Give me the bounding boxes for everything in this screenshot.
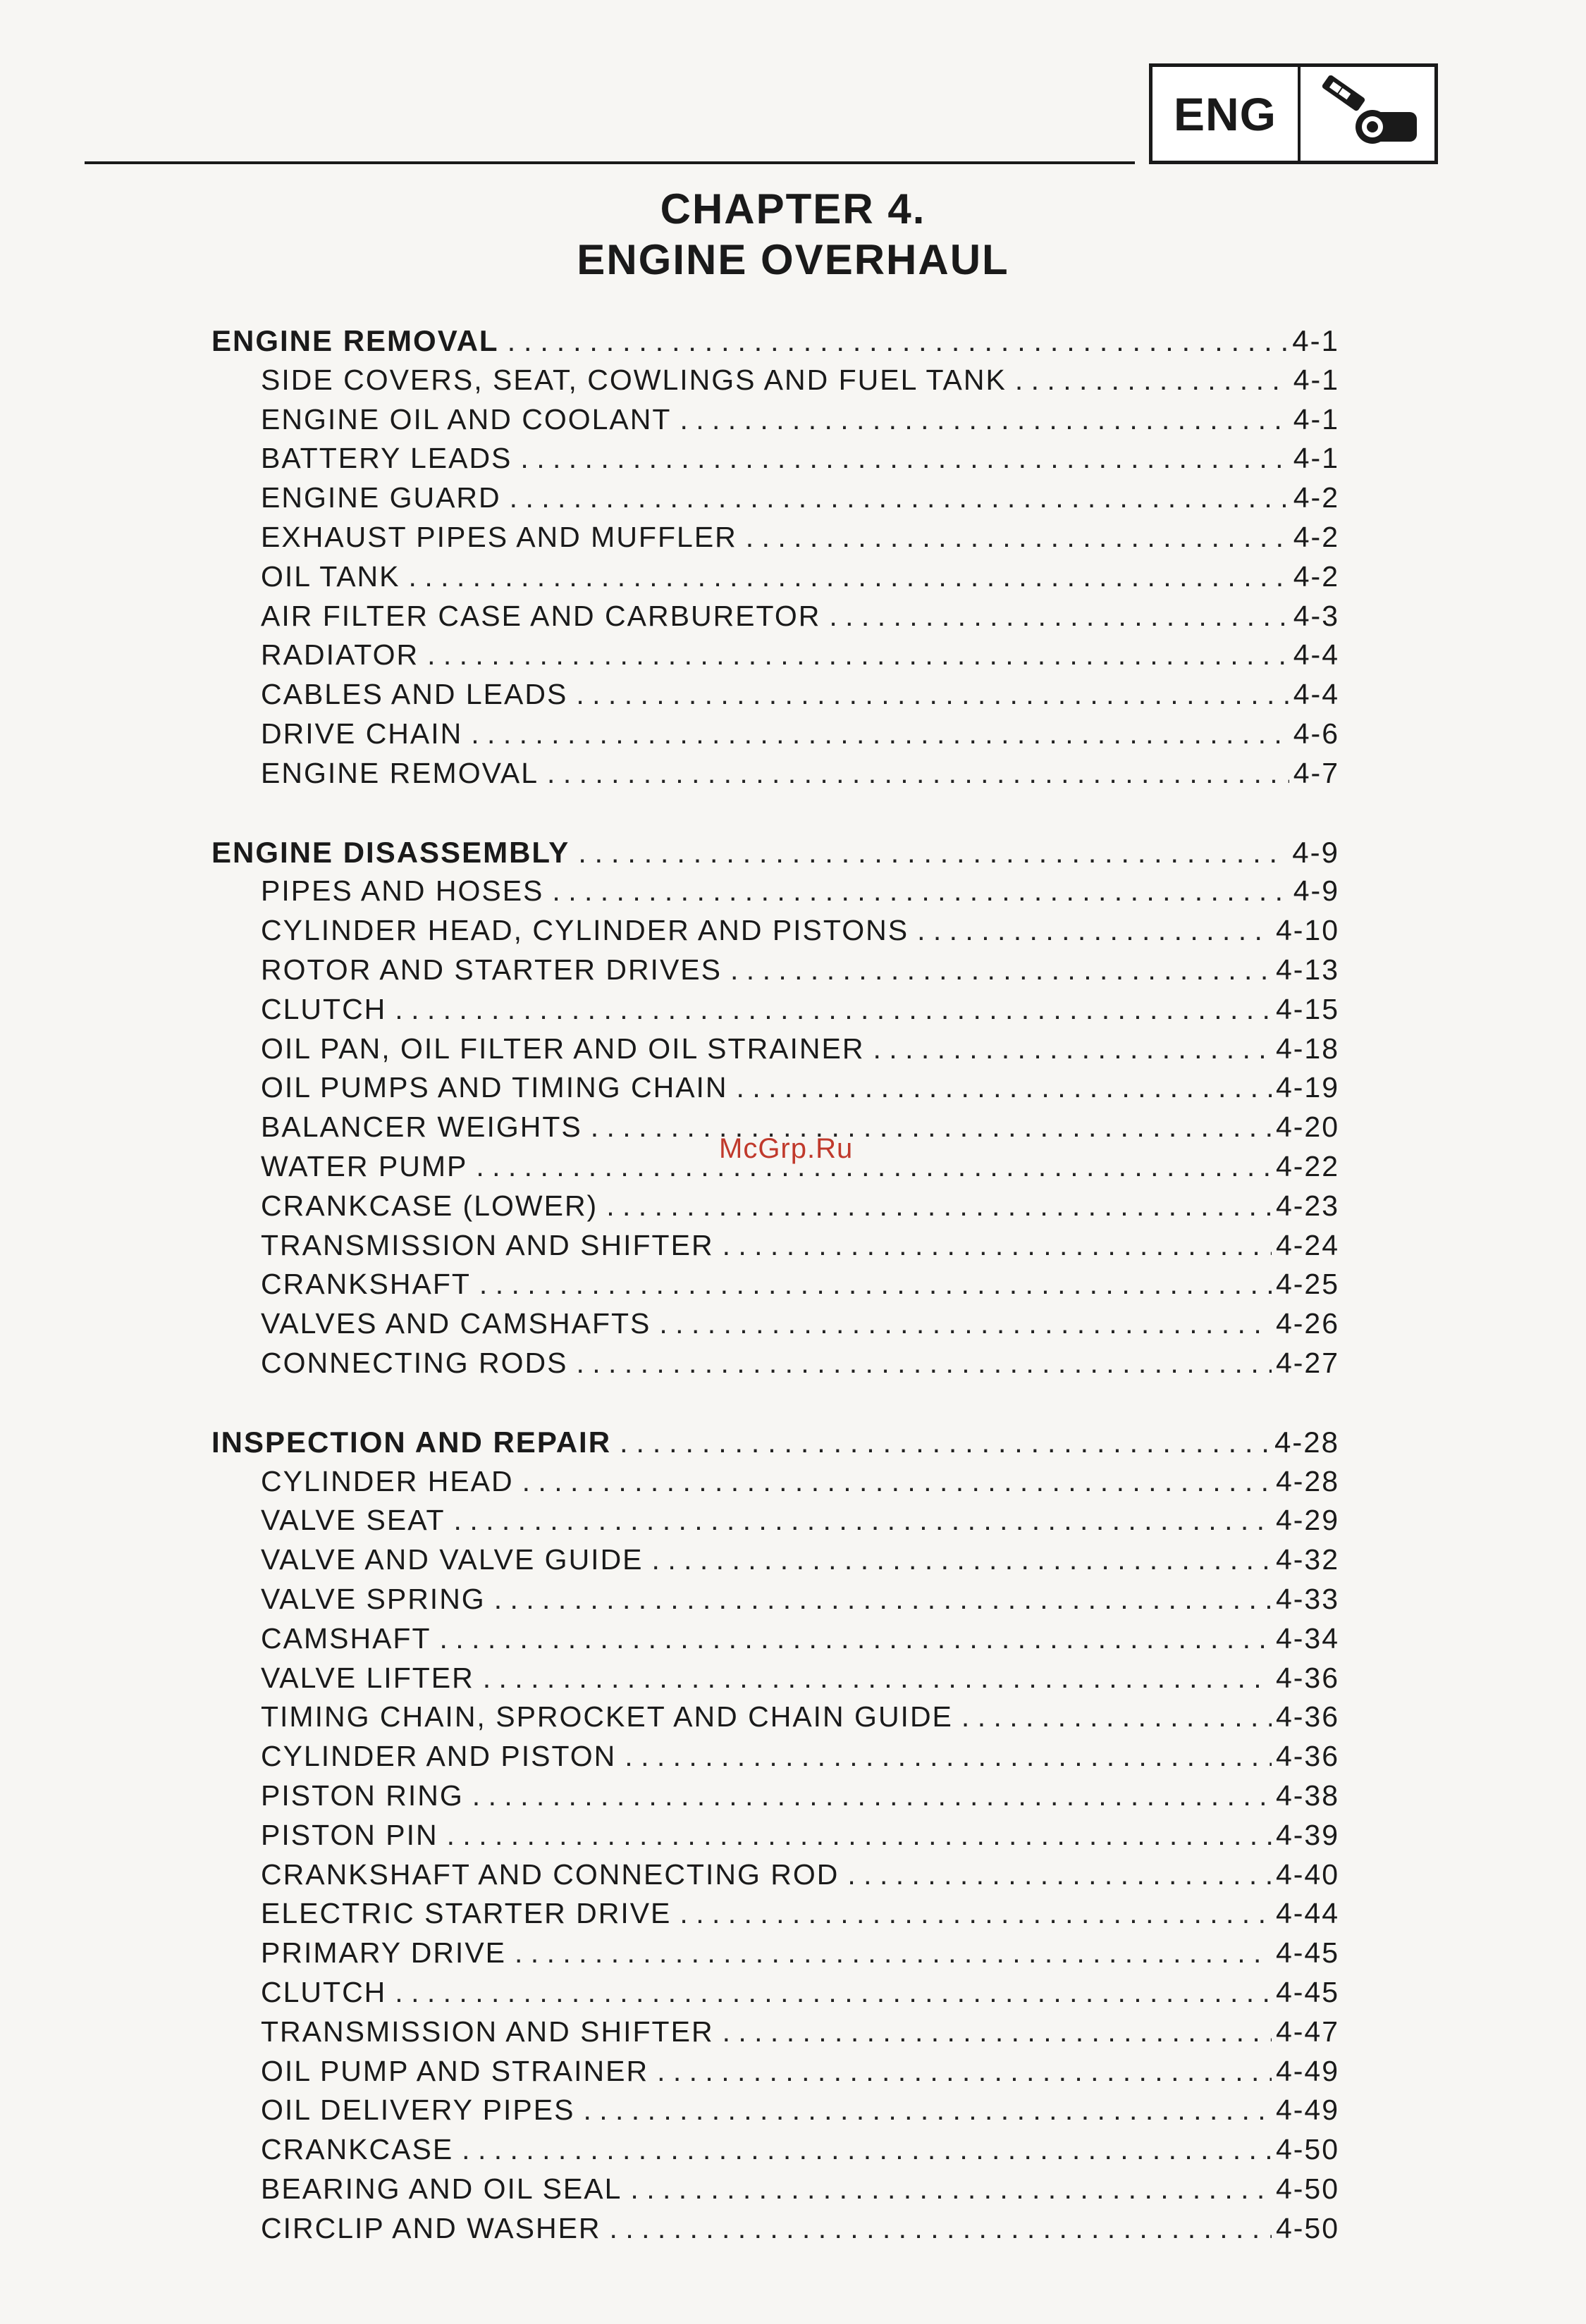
toc-label: ENGINE REMOVAL bbox=[211, 324, 499, 357]
toc-page-number: 4-9 bbox=[1292, 836, 1339, 869]
toc-entry bbox=[261, 2094, 1339, 2127]
toc-entry bbox=[261, 1819, 1339, 1852]
toc-page-number: 4-1 bbox=[1293, 364, 1339, 396]
dot-leader bbox=[680, 403, 1289, 436]
toc-entry bbox=[261, 1622, 1339, 1655]
toc-entry bbox=[261, 1897, 1339, 1930]
dot-leader bbox=[476, 1150, 1272, 1183]
toc-page-number: 4-50 bbox=[1275, 2172, 1339, 2205]
toc-label: BALANCER WEIGHTS bbox=[261, 1111, 582, 1143]
toc-page-number: 4-32 bbox=[1275, 1543, 1339, 1576]
toc-label: VALVE SEAT bbox=[261, 1504, 445, 1536]
toc-label: SIDE COVERS, SEAT, COWLINGS AND FUEL TANK bbox=[261, 364, 1007, 396]
dot-leader bbox=[483, 1662, 1272, 1695]
toc-label: WATER PUMP bbox=[261, 1150, 468, 1182]
toc-label: CRANKSHAFT bbox=[261, 1268, 471, 1300]
toc-page-number: 4-4 bbox=[1293, 638, 1339, 671]
toc-page-number: 4-7 bbox=[1293, 757, 1339, 789]
toc-page-number: 4-39 bbox=[1275, 1819, 1339, 1851]
toc-page-number: 4-49 bbox=[1275, 2055, 1339, 2087]
toc-page-number: 4-3 bbox=[1293, 600, 1339, 632]
toc-label: BEARING AND OIL SEAL bbox=[261, 2172, 622, 2205]
toc-page-number: 4-1 bbox=[1292, 324, 1339, 357]
toc-page-number: 4-28 bbox=[1275, 1465, 1339, 1497]
toc-entry bbox=[261, 1465, 1339, 1498]
dot-leader bbox=[1015, 364, 1289, 397]
dot-leader bbox=[522, 1465, 1272, 1498]
dot-leader bbox=[472, 1779, 1272, 1812]
dot-leader bbox=[494, 1583, 1272, 1616]
toc-label: CABLES AND LEADS bbox=[261, 678, 568, 710]
dot-leader bbox=[657, 2055, 1272, 2088]
toc-label: ELECTRIC STARTER DRIVE bbox=[261, 1897, 672, 1929]
toc-entry bbox=[261, 1189, 1339, 1223]
dot-leader bbox=[961, 1700, 1272, 1733]
toc-label: CRANKCASE bbox=[261, 2133, 454, 2165]
dot-leader bbox=[576, 678, 1289, 711]
toc-label: CYLINDER HEAD bbox=[261, 1465, 514, 1497]
toc-label: RADIATOR bbox=[261, 638, 419, 671]
toc-page-number: 4-23 bbox=[1275, 1189, 1339, 1222]
toc-page-number: 4-25 bbox=[1275, 1268, 1339, 1300]
section-badge bbox=[1149, 63, 1438, 164]
toc-entry bbox=[261, 521, 1339, 554]
toc-entry bbox=[261, 1071, 1339, 1104]
toc-page-number: 4-29 bbox=[1275, 1504, 1339, 1536]
toc-entry bbox=[261, 403, 1339, 436]
toc-entry bbox=[261, 1504, 1339, 1537]
toc-page-number: 4-38 bbox=[1275, 1779, 1339, 1812]
toc-entry bbox=[261, 914, 1339, 947]
dot-leader bbox=[630, 2172, 1272, 2206]
toc-label: VALVE LIFTER bbox=[261, 1662, 474, 1694]
toc-page-number: 4-2 bbox=[1293, 560, 1339, 593]
dot-leader bbox=[620, 1426, 1270, 1459]
toc-label: PISTON PIN bbox=[261, 1819, 438, 1851]
toc-label: TIMING CHAIN, SPROCKET AND CHAIN GUIDE bbox=[261, 1700, 953, 1733]
toc-page-number: 4-13 bbox=[1275, 953, 1339, 986]
dot-leader bbox=[576, 1347, 1271, 1380]
toc-label: OIL PAN, OIL FILTER AND OIL STRAINER bbox=[261, 1032, 865, 1065]
toc-entry bbox=[261, 1268, 1339, 1301]
toc-label: OIL PUMP AND STRAINER bbox=[261, 2055, 649, 2087]
toc-page-number: 4-36 bbox=[1275, 1700, 1339, 1733]
toc-label: CLUTCH bbox=[261, 993, 387, 1025]
toc-page-number: 4-24 bbox=[1275, 1229, 1339, 1261]
toc-entry bbox=[261, 993, 1339, 1026]
toc-page-number: 4-15 bbox=[1275, 993, 1339, 1025]
watermark-text: McGrp.Ru bbox=[719, 1133, 854, 1164]
dot-leader bbox=[746, 521, 1289, 554]
dot-leader bbox=[917, 914, 1272, 947]
toc-entry bbox=[261, 678, 1339, 711]
dot-leader bbox=[395, 1976, 1272, 2009]
toc-label: ENGINE DISASSEMBLY bbox=[211, 836, 570, 869]
toc-page-number: 4-22 bbox=[1275, 1150, 1339, 1182]
toc-page-number: 4-18 bbox=[1275, 1032, 1339, 1065]
dot-leader bbox=[652, 1543, 1272, 1576]
toc-label: ENGINE REMOVAL bbox=[261, 757, 539, 789]
dot-leader bbox=[462, 2133, 1272, 2166]
dot-leader bbox=[471, 717, 1289, 750]
dot-leader bbox=[737, 1071, 1272, 1104]
toc-entry bbox=[261, 1936, 1339, 1970]
toc-page-number: 4-45 bbox=[1275, 1936, 1339, 1969]
chapter-title: ENGINE OVERHAUL bbox=[577, 236, 1009, 283]
toc-page-number: 4-19 bbox=[1275, 1071, 1339, 1104]
toc-label: AIR FILTER CASE AND CARBURETOR bbox=[261, 600, 821, 632]
toc-label: PRIMARY DRIVE bbox=[261, 1936, 507, 1969]
toc-label: PIPES AND HOSES bbox=[261, 874, 544, 907]
toc-label: TRANSMISSION AND SHIFTER bbox=[261, 2015, 714, 2048]
toc-entry bbox=[261, 1662, 1339, 1695]
toc-entry bbox=[261, 953, 1339, 987]
toc-label: BATTERY LEADS bbox=[261, 442, 512, 474]
toc-section-heading bbox=[211, 1426, 1339, 1459]
toc-entry bbox=[261, 481, 1339, 514]
dot-leader bbox=[847, 1858, 1272, 1891]
dot-leader bbox=[440, 1622, 1272, 1655]
toc-label: VALVES AND CAMSHAFTS bbox=[261, 1307, 651, 1340]
toc-label: CRANKSHAFT AND CONNECTING ROD bbox=[261, 1858, 840, 1891]
dot-leader bbox=[395, 993, 1272, 1026]
toc-page-number: 4-6 bbox=[1293, 717, 1339, 750]
dot-leader bbox=[454, 1504, 1272, 1537]
toc-entry bbox=[261, 560, 1339, 593]
toc-label: ENGINE OIL AND COOLANT bbox=[261, 403, 672, 435]
toc-label: EXHAUST PIPES AND MUFFLER bbox=[261, 521, 737, 553]
chapter-number: CHAPTER 4. bbox=[660, 185, 926, 233]
toc-page-number: 4-10 bbox=[1275, 914, 1339, 946]
toc-entry bbox=[261, 1032, 1339, 1065]
toc-page-number: 4-20 bbox=[1275, 1111, 1339, 1143]
toc-label: CIRCLIP AND WASHER bbox=[261, 2212, 601, 2244]
toc-entry bbox=[261, 1229, 1339, 1262]
toc-entry bbox=[261, 1583, 1339, 1616]
dot-leader bbox=[508, 324, 1289, 358]
toc-label: PISTON RING bbox=[261, 1779, 464, 1812]
engine-wrench-icon bbox=[1301, 67, 1434, 161]
dot-leader bbox=[873, 1032, 1272, 1065]
dot-leader bbox=[723, 2015, 1272, 2048]
toc-entry bbox=[261, 1700, 1339, 1733]
toc-page-number: 4-1 bbox=[1293, 442, 1339, 474]
dot-leader bbox=[547, 757, 1289, 790]
toc-page-number: 4-26 bbox=[1275, 1307, 1339, 1340]
dot-leader bbox=[515, 1936, 1272, 1970]
toc-page-number: 4-49 bbox=[1275, 2094, 1339, 2126]
toc-entry bbox=[261, 717, 1339, 750]
toc-page-number: 4-36 bbox=[1275, 1740, 1339, 1772]
toc-page-number: 4-36 bbox=[1275, 1662, 1339, 1694]
toc-page-number: 4-27 bbox=[1275, 1347, 1339, 1379]
dot-leader bbox=[552, 874, 1289, 908]
dot-leader bbox=[625, 1740, 1272, 1773]
toc-section-heading bbox=[211, 324, 1339, 358]
toc-page-number: 4-45 bbox=[1275, 1976, 1339, 2008]
toc-entry bbox=[261, 1858, 1339, 1891]
toc-entry bbox=[261, 638, 1339, 672]
toc-entry bbox=[261, 874, 1339, 908]
toc-label: CAMSHAFT bbox=[261, 1622, 431, 1655]
toc-label: ENGINE GUARD bbox=[261, 481, 501, 514]
toc-entry bbox=[261, 2055, 1339, 2088]
toc-entry bbox=[261, 2133, 1339, 2166]
toc-page-number: 4-50 bbox=[1275, 2133, 1339, 2165]
toc-page-number: 4-34 bbox=[1275, 1622, 1339, 1655]
dot-leader bbox=[829, 600, 1289, 633]
toc-label: VALVE AND VALVE GUIDE bbox=[261, 1543, 644, 1576]
toc-page-number: 4-44 bbox=[1275, 1897, 1339, 1929]
dot-leader bbox=[520, 442, 1289, 475]
toc-page-number: 4-2 bbox=[1293, 521, 1339, 553]
toc-entry bbox=[261, 2015, 1339, 2048]
toc-entry bbox=[261, 1543, 1339, 1576]
toc-page-number: 4-9 bbox=[1293, 874, 1339, 907]
toc-label: CYLINDER HEAD, CYLINDER AND PISTONS bbox=[261, 914, 909, 946]
badge-label: ENG bbox=[1152, 67, 1301, 161]
dot-leader bbox=[610, 2212, 1272, 2245]
toc-entry bbox=[261, 1740, 1339, 1773]
toc-entry bbox=[261, 1976, 1339, 2009]
toc-entry bbox=[261, 364, 1339, 397]
dot-leader bbox=[723, 1229, 1272, 1262]
dot-leader bbox=[427, 638, 1289, 672]
toc-page-number: 4-2 bbox=[1293, 481, 1339, 514]
toc-section-heading bbox=[211, 836, 1339, 870]
toc-entry bbox=[261, 757, 1339, 790]
toc-label: VALVE SPRING bbox=[261, 1583, 486, 1615]
toc-entry bbox=[261, 1347, 1339, 1380]
dot-leader bbox=[680, 1897, 1272, 1930]
toc-label: INSPECTION AND REPAIR bbox=[211, 1426, 612, 1459]
toc-page-number: 4-1 bbox=[1293, 403, 1339, 435]
toc-label: CONNECTING RODS bbox=[261, 1347, 568, 1379]
toc-page-number: 4-50 bbox=[1275, 2212, 1339, 2244]
header-rule bbox=[85, 161, 1135, 164]
toc-label: CYLINDER AND PISTON bbox=[261, 1740, 617, 1772]
dot-leader bbox=[606, 1189, 1272, 1223]
dot-leader bbox=[578, 836, 1288, 870]
toc-entry bbox=[261, 600, 1339, 633]
toc-label: DRIVE CHAIN bbox=[261, 717, 463, 750]
dot-leader bbox=[447, 1819, 1272, 1852]
toc-label: OIL PUMPS AND TIMING CHAIN bbox=[261, 1071, 728, 1104]
toc-label: CLUTCH bbox=[261, 1976, 387, 2008]
toc-label: OIL TANK bbox=[261, 560, 400, 593]
dot-leader bbox=[591, 1111, 1272, 1144]
toc-label: CRANKCASE (LOWER) bbox=[261, 1189, 598, 1222]
toc-entry bbox=[261, 2172, 1339, 2206]
toc-page-number: 4-4 bbox=[1293, 678, 1339, 710]
dot-leader bbox=[659, 1307, 1272, 1340]
dot-leader bbox=[479, 1268, 1272, 1301]
toc-entry bbox=[261, 442, 1339, 475]
toc-label: TRANSMISSION AND SHIFTER bbox=[261, 1229, 714, 1261]
dot-leader bbox=[510, 481, 1289, 514]
dot-leader bbox=[409, 560, 1289, 593]
toc-page-number: 4-28 bbox=[1274, 1426, 1339, 1459]
dot-leader bbox=[730, 953, 1272, 987]
dot-leader bbox=[583, 2094, 1271, 2127]
toc-entry bbox=[261, 1307, 1339, 1340]
toc-entry bbox=[261, 2212, 1339, 2245]
toc-page-number: 4-40 bbox=[1275, 1858, 1339, 1891]
toc-page-number: 4-33 bbox=[1275, 1583, 1339, 1615]
toc-page-number: 4-47 bbox=[1275, 2015, 1339, 2048]
toc-label: OIL DELIVERY PIPES bbox=[261, 2094, 575, 2126]
toc-entry bbox=[261, 1779, 1339, 1812]
toc-label: ROTOR AND STARTER DRIVES bbox=[261, 953, 722, 986]
